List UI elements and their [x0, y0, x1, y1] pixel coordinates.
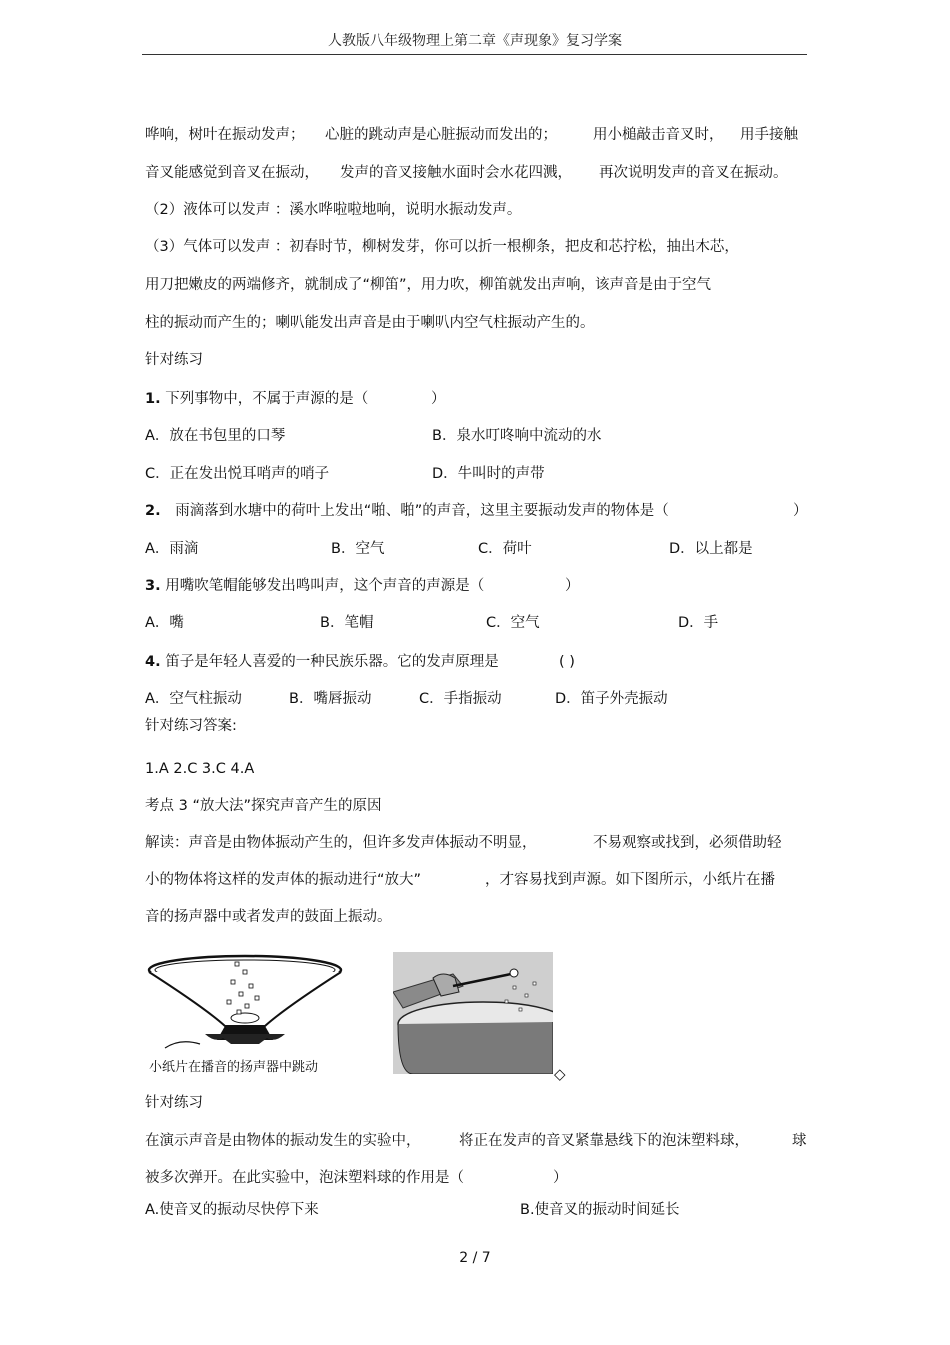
- text-segment: 解读：声音是由物体振动产生的，但许多发声体振动不明显，: [145, 835, 537, 851]
- option-d: D．牛叫时的声带: [432, 466, 545, 482]
- option-d: D．手: [678, 615, 719, 631]
- speaker-illustration: [145, 948, 355, 1058]
- question-close-paren: ）: [793, 503, 808, 519]
- option-a: A．嘴: [145, 615, 184, 631]
- option-a: A.使音叉的振动尽快停下来: [145, 1202, 319, 1218]
- jiedu-line: [145, 833, 782, 853]
- text-segment: ，才容易找到声源。如下图所示，小纸片在播: [485, 872, 775, 888]
- option-c: C．荷叶: [478, 541, 532, 557]
- option-c: C．空气: [486, 615, 540, 631]
- question-close-paren: ）: [431, 391, 446, 407]
- drum-figure: [393, 952, 553, 1074]
- text-segment: 发声的音叉接触水面时会水花四溅，: [340, 165, 572, 181]
- question-stem: 被多次弹开。在此实验中，泡沫塑料球的作用是（: [145, 1170, 464, 1186]
- text-line: [145, 163, 788, 183]
- question-5-line-2: [145, 1168, 568, 1188]
- text-segment: 哗响，树叶在振动发声；: [145, 127, 305, 143]
- speaker-figure: [145, 948, 355, 1078]
- text-segment: （3）气体可以发声: [145, 239, 271, 255]
- drum-illustration: [393, 952, 553, 1074]
- question-number: 4.: [145, 654, 161, 670]
- option-c: C．手指振动: [419, 691, 502, 707]
- text-segment: 小的物体将这样的发声体的振动进行“放大”: [145, 872, 422, 888]
- text-line: [145, 200, 521, 220]
- text-segment: ：溪水哗啦啦地响，说明水振动发声。: [274, 202, 522, 218]
- option-b: B．空气: [331, 541, 385, 557]
- question-2: [145, 501, 808, 521]
- question-number: 2.: [145, 503, 161, 519]
- page-number: 2 / 7: [459, 1250, 491, 1266]
- page-header: 人教版八年级物理上第二章《声现象》复习学案: [328, 33, 622, 49]
- question-4: [145, 652, 575, 672]
- text-segment: （2）液体可以发声: [145, 202, 271, 218]
- question-close-paren: ）: [553, 1170, 568, 1186]
- option-b: B.使音叉的振动时间延长: [520, 1202, 680, 1218]
- question-number: 1.: [145, 391, 161, 407]
- question-3: [145, 576, 580, 596]
- section-label: 针对练习: [145, 352, 203, 368]
- header-rule: [142, 54, 807, 55]
- text-segment: 音叉能感觉到音叉在振动，: [145, 165, 319, 181]
- question-5: [145, 1131, 807, 1151]
- option-b: B．泉水叮咚响中流动的水: [432, 428, 602, 444]
- question-1: [145, 389, 446, 409]
- text-segment: 心脏的跳动声是心脏振动而发出的；: [325, 127, 557, 143]
- option-a: A．放在书包里的口琴: [145, 428, 286, 444]
- text-line: 柱的振动而产生的；喇叭能发出声音是由于喇叭内空气柱振动产生的。: [145, 315, 595, 331]
- question-stem: 用嘴吹笔帽能够发出鸣叫声，这个声音的声源是（: [165, 578, 485, 594]
- figure-caption: 小纸片在播音的扬声器中跳动: [149, 1060, 319, 1075]
- text-segment: 用手接触: [740, 127, 798, 143]
- option-a: A．空气柱振动: [145, 691, 242, 707]
- jiedu-line: 音的扬声器中或者发声的鼓面上振动。: [145, 909, 392, 925]
- question-close-paren: ）: [565, 578, 580, 594]
- text-segment: 不易观察或找到，必须借助轻: [593, 835, 782, 851]
- question-stem: 下列事物中，不属于声源的是（: [165, 391, 369, 407]
- jiedu-line: [145, 870, 775, 890]
- text-segment: 将正在发声的音叉紧靠悬线下的泡沫塑料球，: [459, 1133, 749, 1149]
- section-label: 针对练习: [145, 1095, 203, 1111]
- answers: 1.A 2.C 3.C 4.A: [145, 761, 255, 777]
- option-d: D．笛子外壳振动: [555, 691, 668, 707]
- question-number: 3.: [145, 578, 161, 594]
- kaodian-title: 考点 3 “放大法”探究声音产生的原因: [145, 798, 382, 814]
- diamond-icon: ◇: [554, 1065, 566, 1083]
- text-line: [145, 237, 739, 257]
- text-segment: 球: [792, 1133, 807, 1149]
- text-segment: ：初春时节，柳树发芽，你可以折一根柳条，把皮和芯拧松，抽出木芯，: [274, 239, 739, 255]
- text-segment: 再次说明发声的音叉在振动。: [599, 165, 788, 181]
- option-d: D．以上都是: [669, 541, 753, 557]
- answers-title: 针对练习答案:: [145, 718, 237, 734]
- option-a: A．雨滴: [145, 541, 199, 557]
- option-b: B．笔帽: [320, 615, 374, 631]
- option-b: B．嘴唇振动: [289, 691, 372, 707]
- text-line: 用刀把嫩皮的两端修齐，就制成了“柳笛”，用力吹，柳笛就发出声响，该声音是由于空气: [145, 277, 712, 293]
- question-paren: ( ): [559, 654, 575, 670]
- question-stem: 笛子是年轻人喜爱的一种民族乐器。它的发声原理是: [165, 654, 499, 670]
- text-segment: 在演示声音是由物体的振动发生的实验中，: [145, 1133, 421, 1149]
- question-stem: 雨滴落到水塘中的荷叶上发出“啪、啪”的声音，这里主要振动发声的物体是（: [175, 503, 669, 519]
- text-line: [145, 125, 798, 145]
- option-c: C．正在发出悦耳哨声的哨子: [145, 466, 330, 482]
- text-segment: 用小槌敲击音叉时，: [593, 127, 724, 143]
